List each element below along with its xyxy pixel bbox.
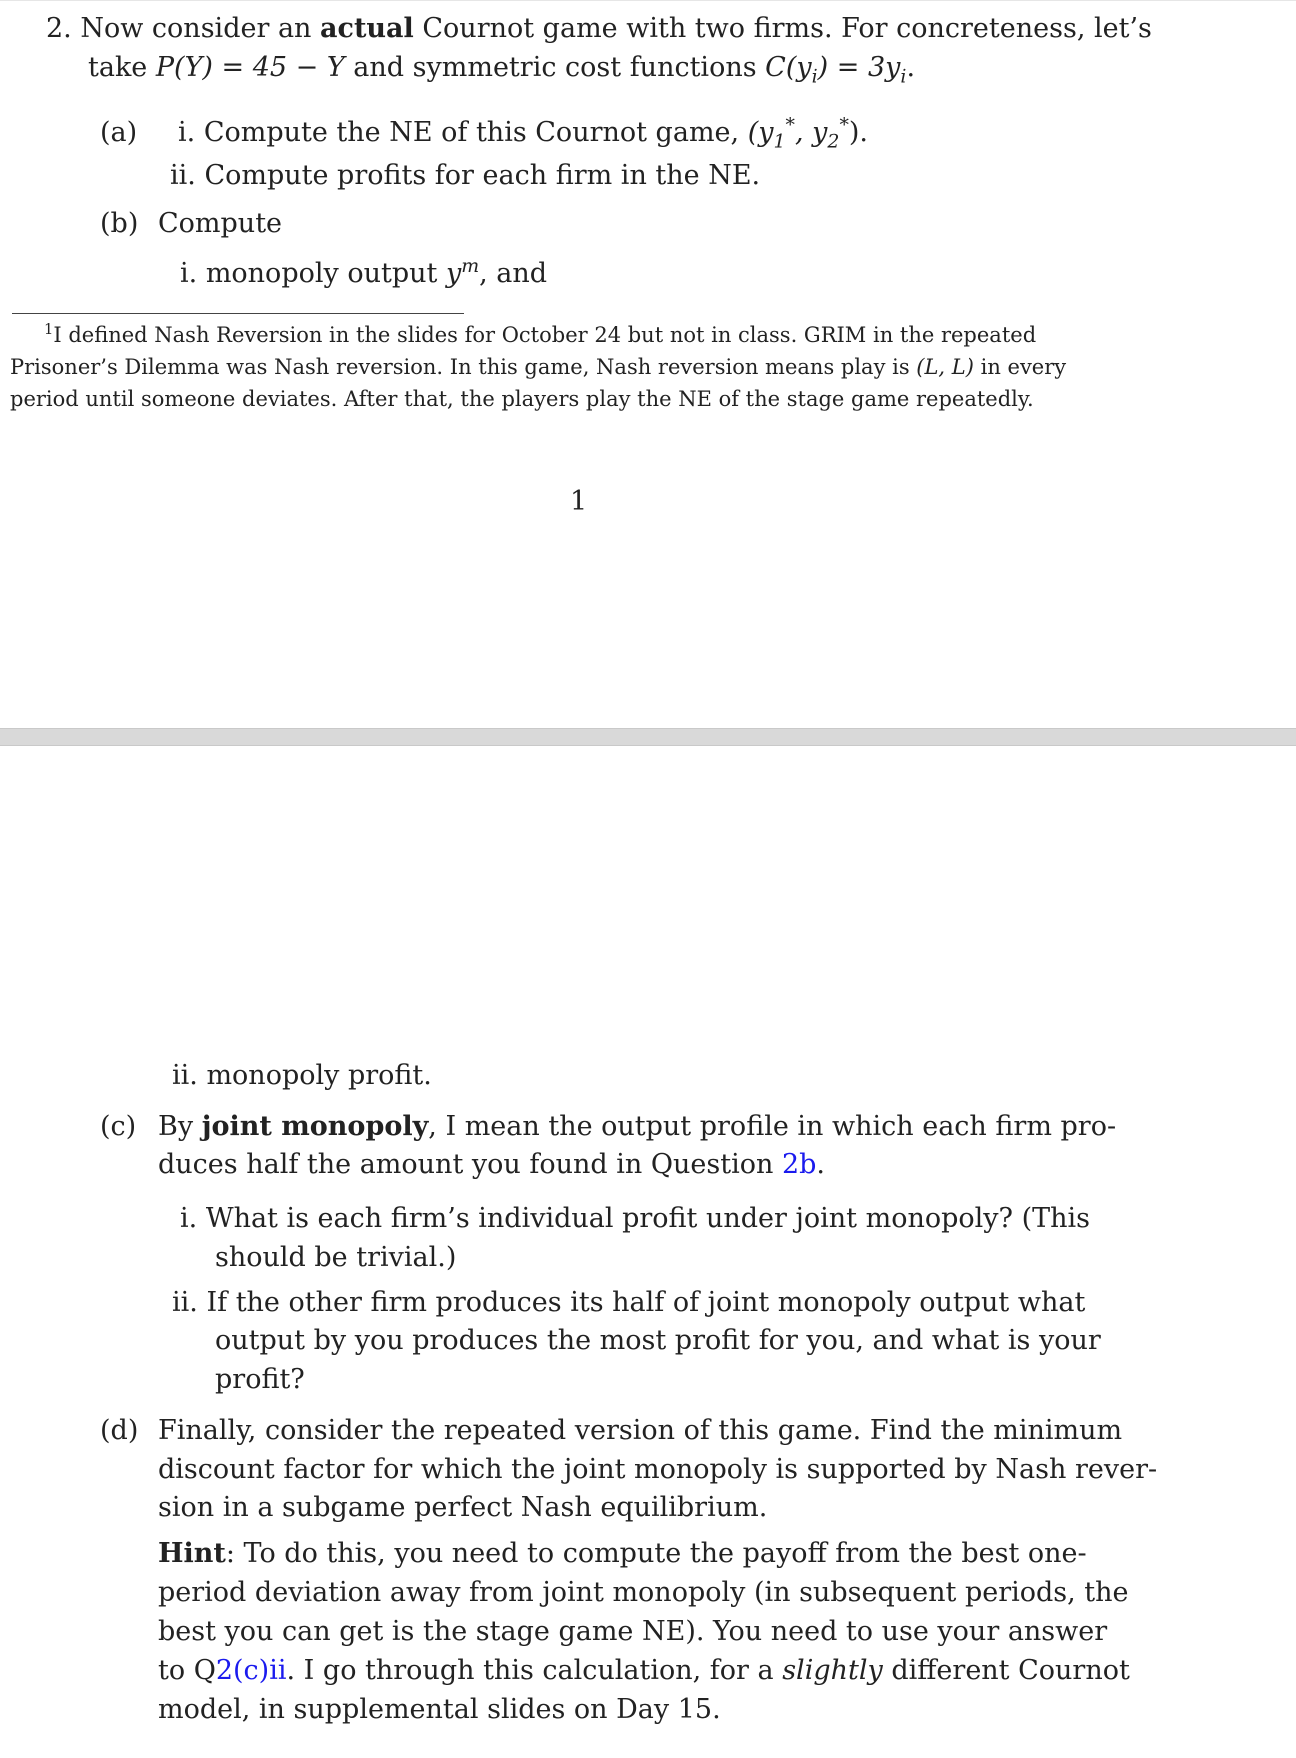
- ne-profile: ($y_1^*$, $y_2^*$: [747, 114, 849, 153]
- question-2-line-1: 2. Now consider an actual Cournot game with two firms. For concreteness, let’s: [46, 13, 1152, 44]
- hint-label: Hint: [158, 1538, 226, 1569]
- part-a-ii: ii. Compute profits for each firm in the NE.: [170, 160, 761, 191]
- part-c-i-line-2: should be trivial.): [215, 1242, 457, 1273]
- page-2: [0, 746, 1296, 1758]
- part-c-line-2: duces half the amount you found in Question 2b.: [158, 1149, 825, 1180]
- link-question-2b[interactable]: 2b: [781, 1149, 817, 1180]
- hint-line-3: best you can get is the stage game NE). You need to use your answer: [158, 1616, 1108, 1647]
- part-b-heading: Compute: [158, 208, 283, 239]
- emphasis-slightly: slightly: [782, 1655, 883, 1686]
- cost-function: $C(y_i) = 3y_i$: [765, 52, 907, 88]
- hint-line-4: to Q2(c)ii. I go through this calculation, for a slightly different Cournot: [158, 1655, 1130, 1686]
- price-function: P(Y) = 45 − Y: [155, 52, 345, 83]
- part-d-line-3: sion in a subgame perfect Nash equilibrium.: [158, 1492, 768, 1523]
- emphasis-joint-monopoly: joint monopoly: [201, 1111, 429, 1142]
- question-2-line-2: take P(Y) = 45 − Y and symmetric cost functions $C(y_i) = 3y_i$.: [88, 52, 916, 88]
- footnote-marker: 1: [44, 321, 54, 338]
- hint-line-5: model, in supplemental slides on Day 15.: [158, 1694, 721, 1725]
- page-separator: [0, 728, 1296, 746]
- part-b-ii: ii. monopoly profit.: [172, 1060, 432, 1091]
- part-b-i: i. monopoly output $y^m$, and: [180, 255, 548, 289]
- part-d-line-1: Finally, consider the repeated version of this game. Find the minimum: [158, 1415, 1123, 1446]
- page-number: 1: [570, 486, 588, 517]
- part-c-ii-line-2: output by you produces the most profit for you, and what is your: [215, 1325, 1101, 1356]
- part-c-line-1: By joint monopoly, I mean the output profile in which each firm pro-: [158, 1111, 1117, 1142]
- footnote-line-1: $^1$I defined Nash Reversion in the slides for October 24 but not in class. GRIM in the repeated: [44, 321, 1037, 347]
- part-c-ii-line-3: profit?: [215, 1364, 305, 1395]
- link-q2c[interactable]: (c): [233, 1655, 270, 1686]
- footnote-rule: [12, 313, 464, 314]
- part-c-ii-line-1: ii. If the other firm produces its half of joint monopoly output what: [172, 1287, 1086, 1318]
- part-d-line-2: discount factor for which the joint monopoly is supported by Nash rever-: [158, 1454, 1158, 1485]
- part-a-label: (a): [100, 117, 138, 148]
- link-q2[interactable]: 2: [215, 1655, 234, 1686]
- part-b-label: (b): [100, 208, 139, 239]
- link-q2cii[interactable]: ii: [269, 1655, 287, 1686]
- footnote-line-2: Prisoner’s Dilemma was Nash reversion. In this game, Nash reversion means play is (L, L) in every: [10, 355, 1067, 379]
- monopoly-output-symbol: $y^m$: [445, 255, 480, 289]
- part-d-label: (d): [100, 1415, 139, 1446]
- footnote-line-3: period until someone deviates. After that, the players play the NE of the stage game repeatedly.: [10, 387, 1034, 411]
- hint-line-1: Hint: To do this, you need to compute the payoff from the best one-: [158, 1538, 1087, 1569]
- part-c-label: (c): [100, 1111, 137, 1142]
- emphasis-actual: actual: [320, 13, 414, 44]
- part-a-i: i. Compute the NE of this Cournot game, ($y_1^*$, $y_2^*$).: [178, 114, 869, 153]
- part-c-i-line-1: i. What is each firm’s individual profit under joint monopoly? (This: [180, 1203, 1090, 1234]
- page-1: [0, 0, 1296, 729]
- hint-line-2: period deviation away from joint monopoly (in subsequent periods, the: [158, 1577, 1129, 1608]
